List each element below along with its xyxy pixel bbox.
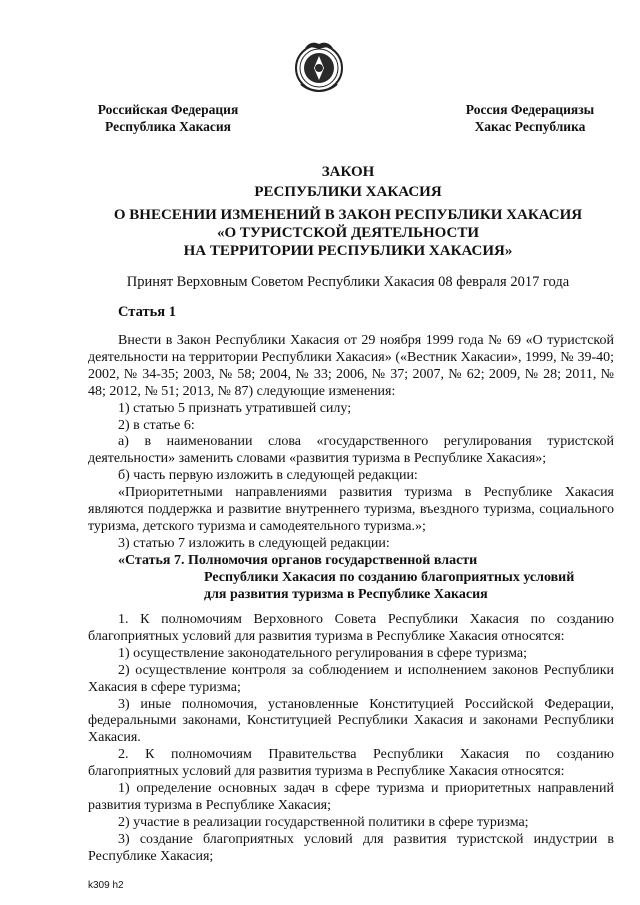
paragraph: 2) в статье 6: [118,417,195,433]
paragraph: Внести в Закон Республики Хакасия от 29 ноября 1999 года № 69 «О туристской деятельности на территории Республики Хакасия» («Вестник Хакасии», 1999, № 39-40; 2002, № 34-35; 2003, № 58; 2004, № 33; 2006, № 37; 2007, № 62; 2009, № 28; 2011, № 48; 2012, № 51; 2013, № 87) следующие изменения: [88,333,614,399]
paragraph: б) часть первую изложить в следующей редакции: [118,468,418,484]
article-7-heading-line1: «Статья 7. Полномочия органов государственной власти [118,552,478,568]
paragraph: 3) создание благоприятных условий для развития туристской индустрии в Республике Хакасия; [88,831,614,864]
header-left [88,101,248,135]
article-7-heading-line2: Республики Хакасия по созданию благоприятных условий [204,569,575,585]
article-1-body [88,333,614,604]
paragraph: «Приоритетными направлениями развития туризма в Республике Хакасия являются поддержка и развитие внутреннего туризма, въездного туризма, социального туризма, детского туризма и самодеятельного туризма.»; [88,485,614,534]
header-right-country: Россия Федерациязы [465,102,595,117]
law-subject-line2: «О ТУРИСТСКОЙ ДЕЯТЕЛЬНОСТИ [216,225,480,241]
law-subject [88,206,608,260]
paragraph: 3) иные полномочия, установленные Конституцией Российской Федерации, федеральными законами, Конституцией Республики Хакасия и законами Республики Хакасия. [88,696,614,746]
paragraph: а) в наименовании слова «государственного регулирования туристской деятельности» заменить словами «развития туризма в Республике Хакасия»; [88,434,614,467]
paragraph: 1) статью 5 признать утратившей силу; [118,400,352,416]
paragraph: 2) осуществление контроля за соблюдением и исполнением законов Республики Хакасия в сфере туризма; [88,662,614,695]
header-right [452,101,608,135]
paragraph: 3) статью 7 изложить в следующей редакции: [118,535,390,551]
paragraph: 2. К полномочиям Правительства Республики Хакасия по созданию благоприятных условий для развития туризма в Республике Хакасия относятся: [88,747,614,780]
document-code: k309 h2 [88,880,124,891]
article-7-heading-line3: для развития туризма в Республике Хакасия [204,586,488,602]
adoption-note: Принят Верховным Советом Республики Хакасия 08 февраля 2017 года [126,274,570,290]
paragraph: 1) определение основных задач в сфере туризма и приоритетных направлений развития туризма в Республике Хакасия; [88,781,614,813]
header-left-country: Российская Федерация [97,102,239,117]
header-right-republic: Хакас Республика [474,119,586,134]
law-title: ЗАКОН [321,164,375,180]
paragraph: 1) осуществление законодательного регулирования в сфере туризма; [118,645,528,661]
law-title-republic: РЕСПУБЛИКИ ХАКАСИЯ [254,184,442,200]
law-subject-line1: О ВНЕСЕНИИ ИЗМЕНЕНИЙ В ЗАКОН РЕСПУБЛИКИ ХАКАСИЯ [113,207,583,223]
paragraph: 1. К полномочиям Верховного Совета Республики Хакасия по созданию благоприятных условий для развития туризма в Республике Хакасия относятся: [88,612,614,644]
article-7-body [88,612,614,866]
article-1-heading: Статья 1 [118,304,176,320]
header-left-republic: Республика Хакасия [105,119,231,134]
coat-of-arms-icon [291,38,347,94]
law-subject-line3: НА ТЕРРИТОРИИ РЕСПУБЛИКИ ХАКАСИЯ» [183,243,513,259]
paragraph: 2) участие в реализации государственной политики в сфере туризма; [118,814,529,830]
